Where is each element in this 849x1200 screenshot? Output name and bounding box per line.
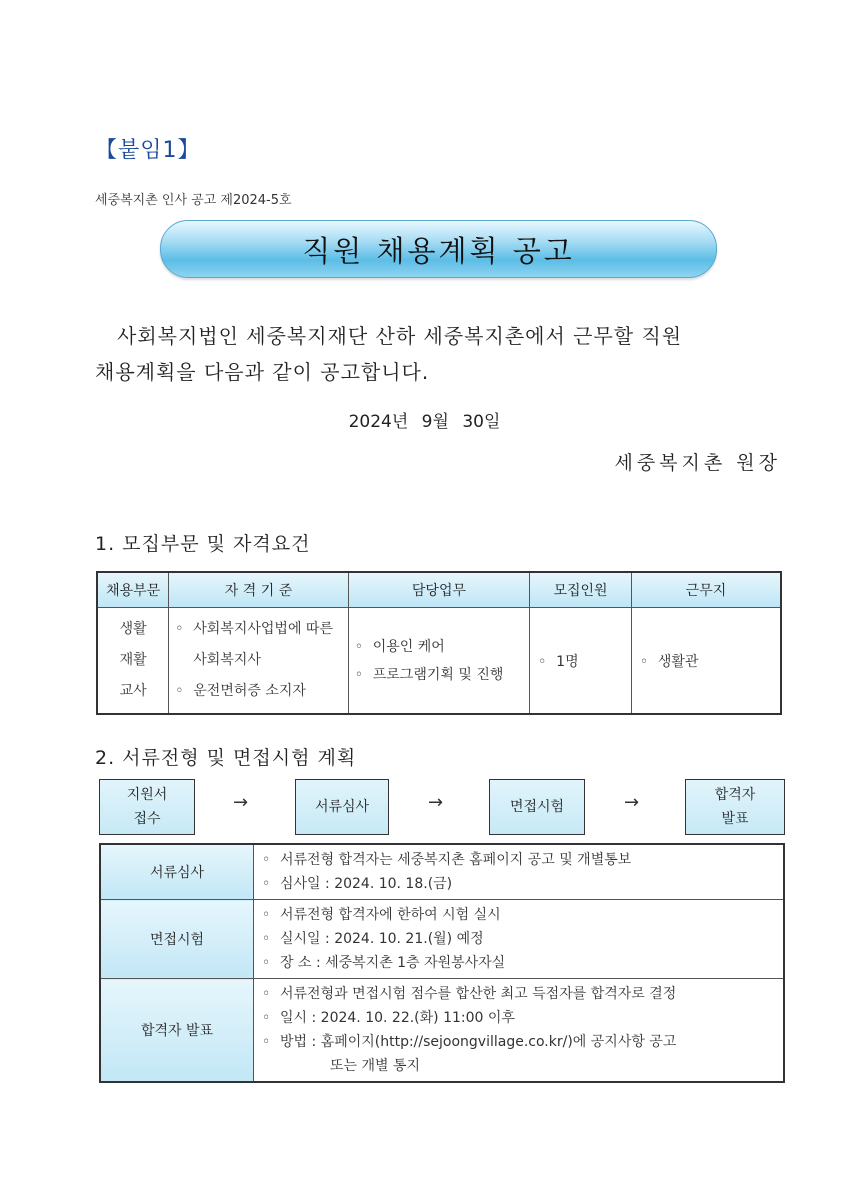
row-body [254, 900, 785, 979]
flow-step-interview-label: 면접시험 [509, 799, 565, 815]
bullet: ◦ [262, 986, 271, 1002]
attachment-label: 【붙임1】 [95, 138, 201, 163]
intro-line-1: 사회복지법인 세중복지재단 산하 세중복지촌에서 근무할 직원 [117, 324, 683, 348]
section-1-title: 1. 모집부문 및 자격요건 [95, 533, 311, 555]
signer: 세중복지촌 원장 [614, 452, 781, 474]
qualification-1: 사회복지사업법에 따른 [193, 621, 333, 637]
count-value: 1명 [556, 653, 579, 670]
duty-cell [348, 608, 529, 715]
page-title: 직원 채용계획 공고 [302, 233, 575, 268]
qualification-2: 운전면허증 소지자 [193, 683, 306, 699]
row-line: 서류전형 합격자는 세중복지촌 홈페이지 공고 및 개별통보 [280, 852, 632, 868]
row-body [254, 844, 785, 900]
intro-line-2: 채용계획을 다음과 같이 공고합니다. [95, 360, 430, 384]
title-banner [160, 220, 717, 278]
table-row [97, 608, 781, 715]
header-location: 근무지 [631, 572, 781, 608]
row-line-continuation: 또는 개별 통지 [330, 1058, 421, 1074]
schedule-table [99, 843, 785, 1083]
row-line: 서류전형과 면접시험 점수를 합산한 최고 득점자를 합격자로 결정 [280, 986, 677, 1002]
bullet: ◦ [262, 1010, 271, 1026]
location-value: 생활관 [657, 653, 699, 670]
header-count: 모집인원 [530, 572, 632, 608]
row-label: 면접시험 [100, 900, 254, 979]
table-row [100, 979, 784, 1083]
flow-step-interview [489, 779, 585, 835]
section-2-title: 2. 서류전형 및 면접시험 계획 [95, 747, 357, 769]
bullet: ◦ [538, 653, 547, 670]
row-label: 합격자 발표 [100, 979, 254, 1083]
bullet: ◦ [262, 931, 271, 947]
location-cell [631, 608, 781, 715]
flow-arrow: → [428, 792, 444, 813]
row-line: 심사일 : 2024. 10. 18.(금) [280, 876, 453, 892]
dept-line: 재활 [119, 652, 147, 668]
bullet: ◦ [639, 653, 649, 670]
flow-arrow: → [233, 792, 249, 813]
header-dept: 채용부문 [97, 572, 169, 608]
row-label: 서류심사 [100, 844, 254, 900]
flow-step-announcement-line: 합격자 [714, 787, 756, 803]
dept-cell [97, 608, 169, 715]
row-line: 서류전형 합격자에 한하여 시험 실시 [280, 907, 501, 923]
flow-step-announcement-line: 발표 [721, 811, 749, 827]
qualification-cell [169, 608, 348, 715]
bullet: ◦ [175, 621, 184, 637]
count-cell [530, 608, 632, 715]
dept-line: 교사 [119, 683, 147, 699]
notice-date: 2024년 9월 30일 [348, 412, 501, 432]
requirements-table [96, 571, 782, 715]
duty-2: 프로그램기획 및 진행 [372, 666, 504, 683]
table-row [100, 844, 784, 900]
flow-step-document-review-label: 서류심사 [314, 799, 370, 815]
bullet: ◦ [262, 1034, 271, 1050]
flow-step-apply [99, 779, 195, 835]
row-line: 장 소 : 세중복지촌 1층 자원봉사자실 [280, 955, 506, 971]
flow-step-document-review [295, 779, 389, 835]
row-line: 실시일 : 2024. 10. 21.(월) 예정 [280, 931, 484, 947]
dept-line: 생활 [119, 621, 147, 637]
row-body [254, 979, 785, 1083]
header-duty: 담당업무 [348, 572, 529, 608]
bullet: ◦ [262, 852, 271, 868]
row-line: 일시 : 2024. 10. 22.(화) 11:00 이후 [280, 1010, 515, 1026]
qualification-1b: 사회복지사 [193, 652, 261, 668]
flow-step-announcement [685, 779, 785, 835]
bullet: ◦ [262, 907, 271, 923]
table-header-row [97, 572, 781, 608]
duty-1: 이용인 케어 [372, 638, 445, 655]
bullet: ◦ [354, 666, 364, 683]
bullet: ◦ [354, 638, 364, 655]
flow-step-apply-line: 접수 [133, 811, 161, 827]
bullet: ◦ [262, 876, 271, 892]
notice-number: 세중복지촌 인사 공고 제2024-5호 [95, 193, 292, 208]
bullet: ◦ [175, 683, 184, 699]
header-qualification: 자 격 기 준 [169, 572, 348, 608]
flow-step-apply-line: 지원서 [126, 787, 168, 803]
bullet: ◦ [262, 955, 271, 971]
flow-arrow: → [624, 792, 640, 813]
row-line: 방법 : 홈페이지(http://sejoongvillage.co.kr/)에 공지사항 공고 [280, 1034, 677, 1050]
intro-paragraph [95, 318, 755, 390]
table-row [100, 900, 784, 979]
